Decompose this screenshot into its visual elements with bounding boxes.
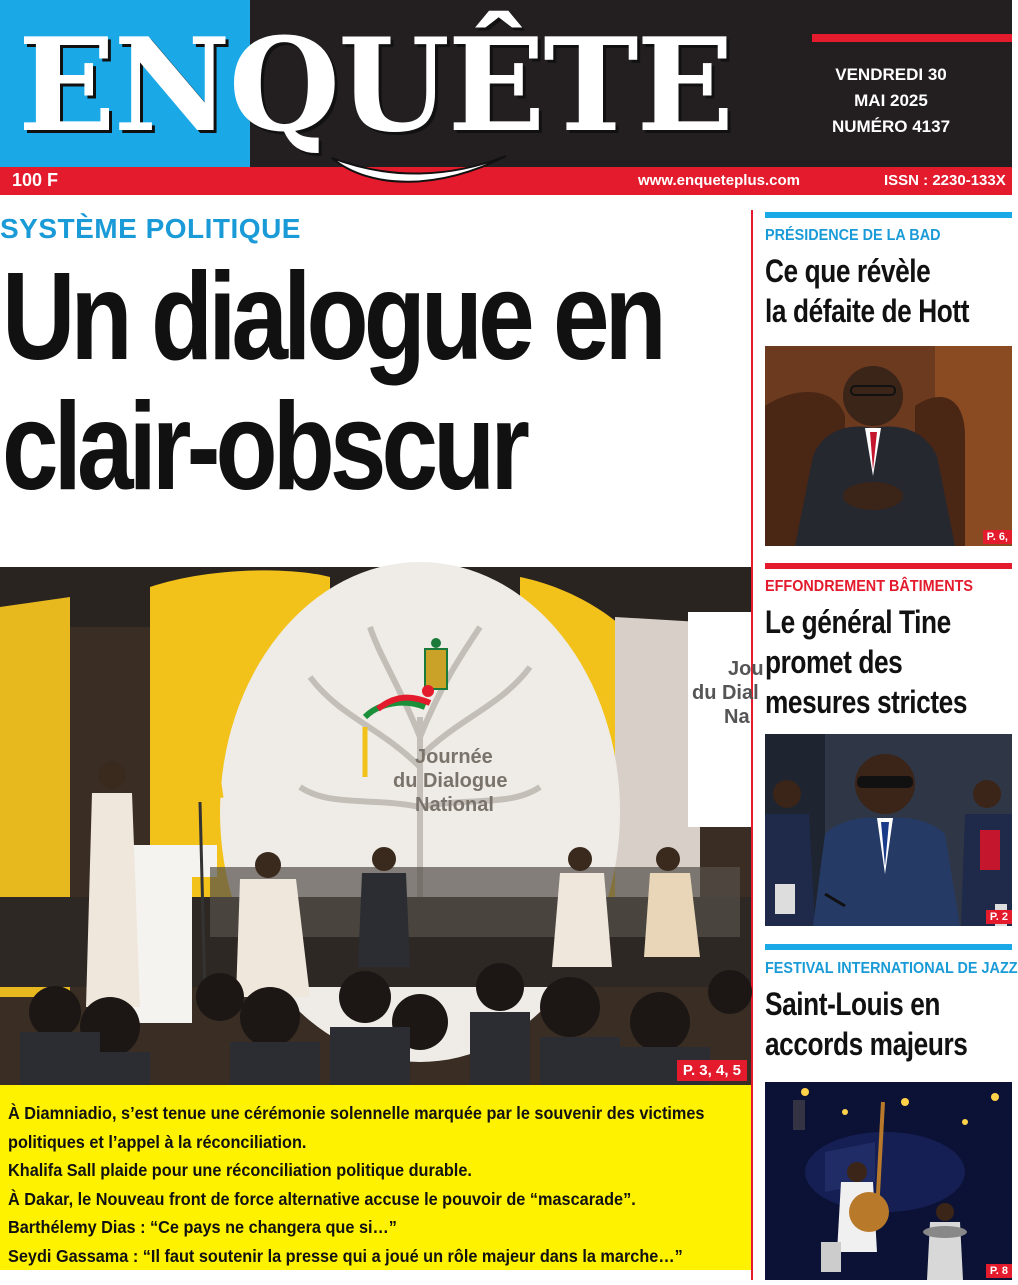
portrait-man-in-suit — [765, 346, 1012, 546]
backdrop-text-2: du Dialogue — [393, 770, 508, 792]
summary-line: politiques et l’appel à la réconciliation. — [8, 1131, 307, 1152]
column-divider — [751, 210, 753, 1280]
sidebar-story-jazz[interactable] — [765, 960, 1018, 1064]
masthead — [0, 0, 1012, 195]
backdrop-text-1: Journée — [415, 746, 493, 768]
sidebar-kicker: EFFONDREMENT BÂTIMENTS — [765, 578, 973, 595]
summary-line: À Dakar, le Nouveau front de force alternative accuse le pouvoir de “mascarade”. — [8, 1188, 636, 1209]
sidebar-page-reference[interactable]: P. 6, — [983, 530, 1012, 544]
lead-photo[interactable] — [0, 567, 764, 1085]
sidebar-rule-1 — [765, 212, 1012, 218]
summary-line: Khalifa Sall plaide pour une réconciliation politique durable. — [8, 1160, 472, 1180]
issue-month-year: MAI 2025 — [854, 91, 928, 110]
sidebar-photo-3[interactable] — [765, 1082, 1012, 1280]
sidebar-title-line: la défaite de Hott — [765, 293, 970, 329]
sidebar-title — [765, 984, 968, 1064]
lead-summary-box — [0, 1085, 751, 1270]
website-link[interactable]: www.enqueteplus.com — [638, 172, 800, 189]
lead-kicker: SYSTÈME POLITIQUE — [0, 213, 301, 244]
jazz-concert-stage — [765, 1082, 1012, 1280]
lead-headline[interactable] — [2, 248, 662, 516]
headline-line-2: clair-obscur — [2, 378, 525, 516]
screen-text-3: Na — [724, 706, 750, 728]
issue-date-block — [812, 62, 970, 140]
screen-text-1: Jou — [728, 658, 764, 680]
sidebar-title — [765, 251, 968, 331]
masthead-red-rule — [812, 34, 1012, 42]
sidebar-story-general-tine[interactable] — [765, 578, 1012, 722]
sidebar-rule-3 — [765, 944, 1012, 950]
sidebar-kicker: PRÉSIDENCE DE LA BAD — [765, 227, 941, 244]
sidebar-title — [765, 602, 968, 722]
sidebar-page-reference[interactable]: P. 2 — [986, 910, 1012, 924]
sidebar-title-line: Saint-Louis en — [765, 986, 941, 1022]
summary-line: À Diamniadio, s’est tenue une cérémonie solennelle marquée par le souvenir des victimes — [8, 1103, 705, 1123]
sidebar-title-line: promet des — [765, 644, 903, 680]
issn-number: ISSN : 2230-133X — [884, 172, 1006, 189]
sidebar-rule-2 — [765, 563, 1012, 569]
sidebar-title-line: mesures strictes — [765, 684, 968, 720]
issue-day: VENDREDI 30 — [835, 65, 947, 84]
summary-line: Seydi Gassama : “Il faut soutenir la presse qui a joué un rôle majeur dans la marche…” — [8, 1245, 683, 1266]
summary-line: Barthélemy Dias : “Ce pays ne changera que si…” — [8, 1217, 397, 1237]
sidebar-kicker: FESTIVAL INTERNATIONAL DE JAZZ — [765, 960, 1018, 977]
sidebar-story-bad[interactable] — [765, 227, 1012, 331]
dialogue-ceremony-illustration — [0, 567, 764, 1085]
sidebar-title-line: accords majeurs — [765, 1026, 968, 1062]
headline-line-1: Un dialogue en — [2, 248, 662, 386]
lead-page-reference[interactable]: P. 3, 4, 5 — [677, 1060, 747, 1081]
newspaper-logo[interactable]: ENQUÊTE — [18, 11, 733, 161]
sidebar-photo-2[interactable] — [765, 734, 1012, 926]
cover-price: 100 F — [12, 170, 59, 190]
portrait-general-speaking — [765, 734, 1012, 926]
logo-swash-icon — [330, 150, 510, 190]
sidebar-title-line: Ce que révèle — [765, 253, 931, 289]
sidebar-page-reference[interactable]: P. 8 — [986, 1264, 1012, 1278]
screen-text-2: du Dial — [692, 682, 759, 704]
backdrop-text-3: National — [415, 794, 494, 816]
sidebar-title-line: Le général Tine — [765, 604, 951, 640]
sidebar-photo-1[interactable] — [765, 346, 1012, 546]
issue-number: NUMÉRO 4137 — [831, 117, 951, 136]
